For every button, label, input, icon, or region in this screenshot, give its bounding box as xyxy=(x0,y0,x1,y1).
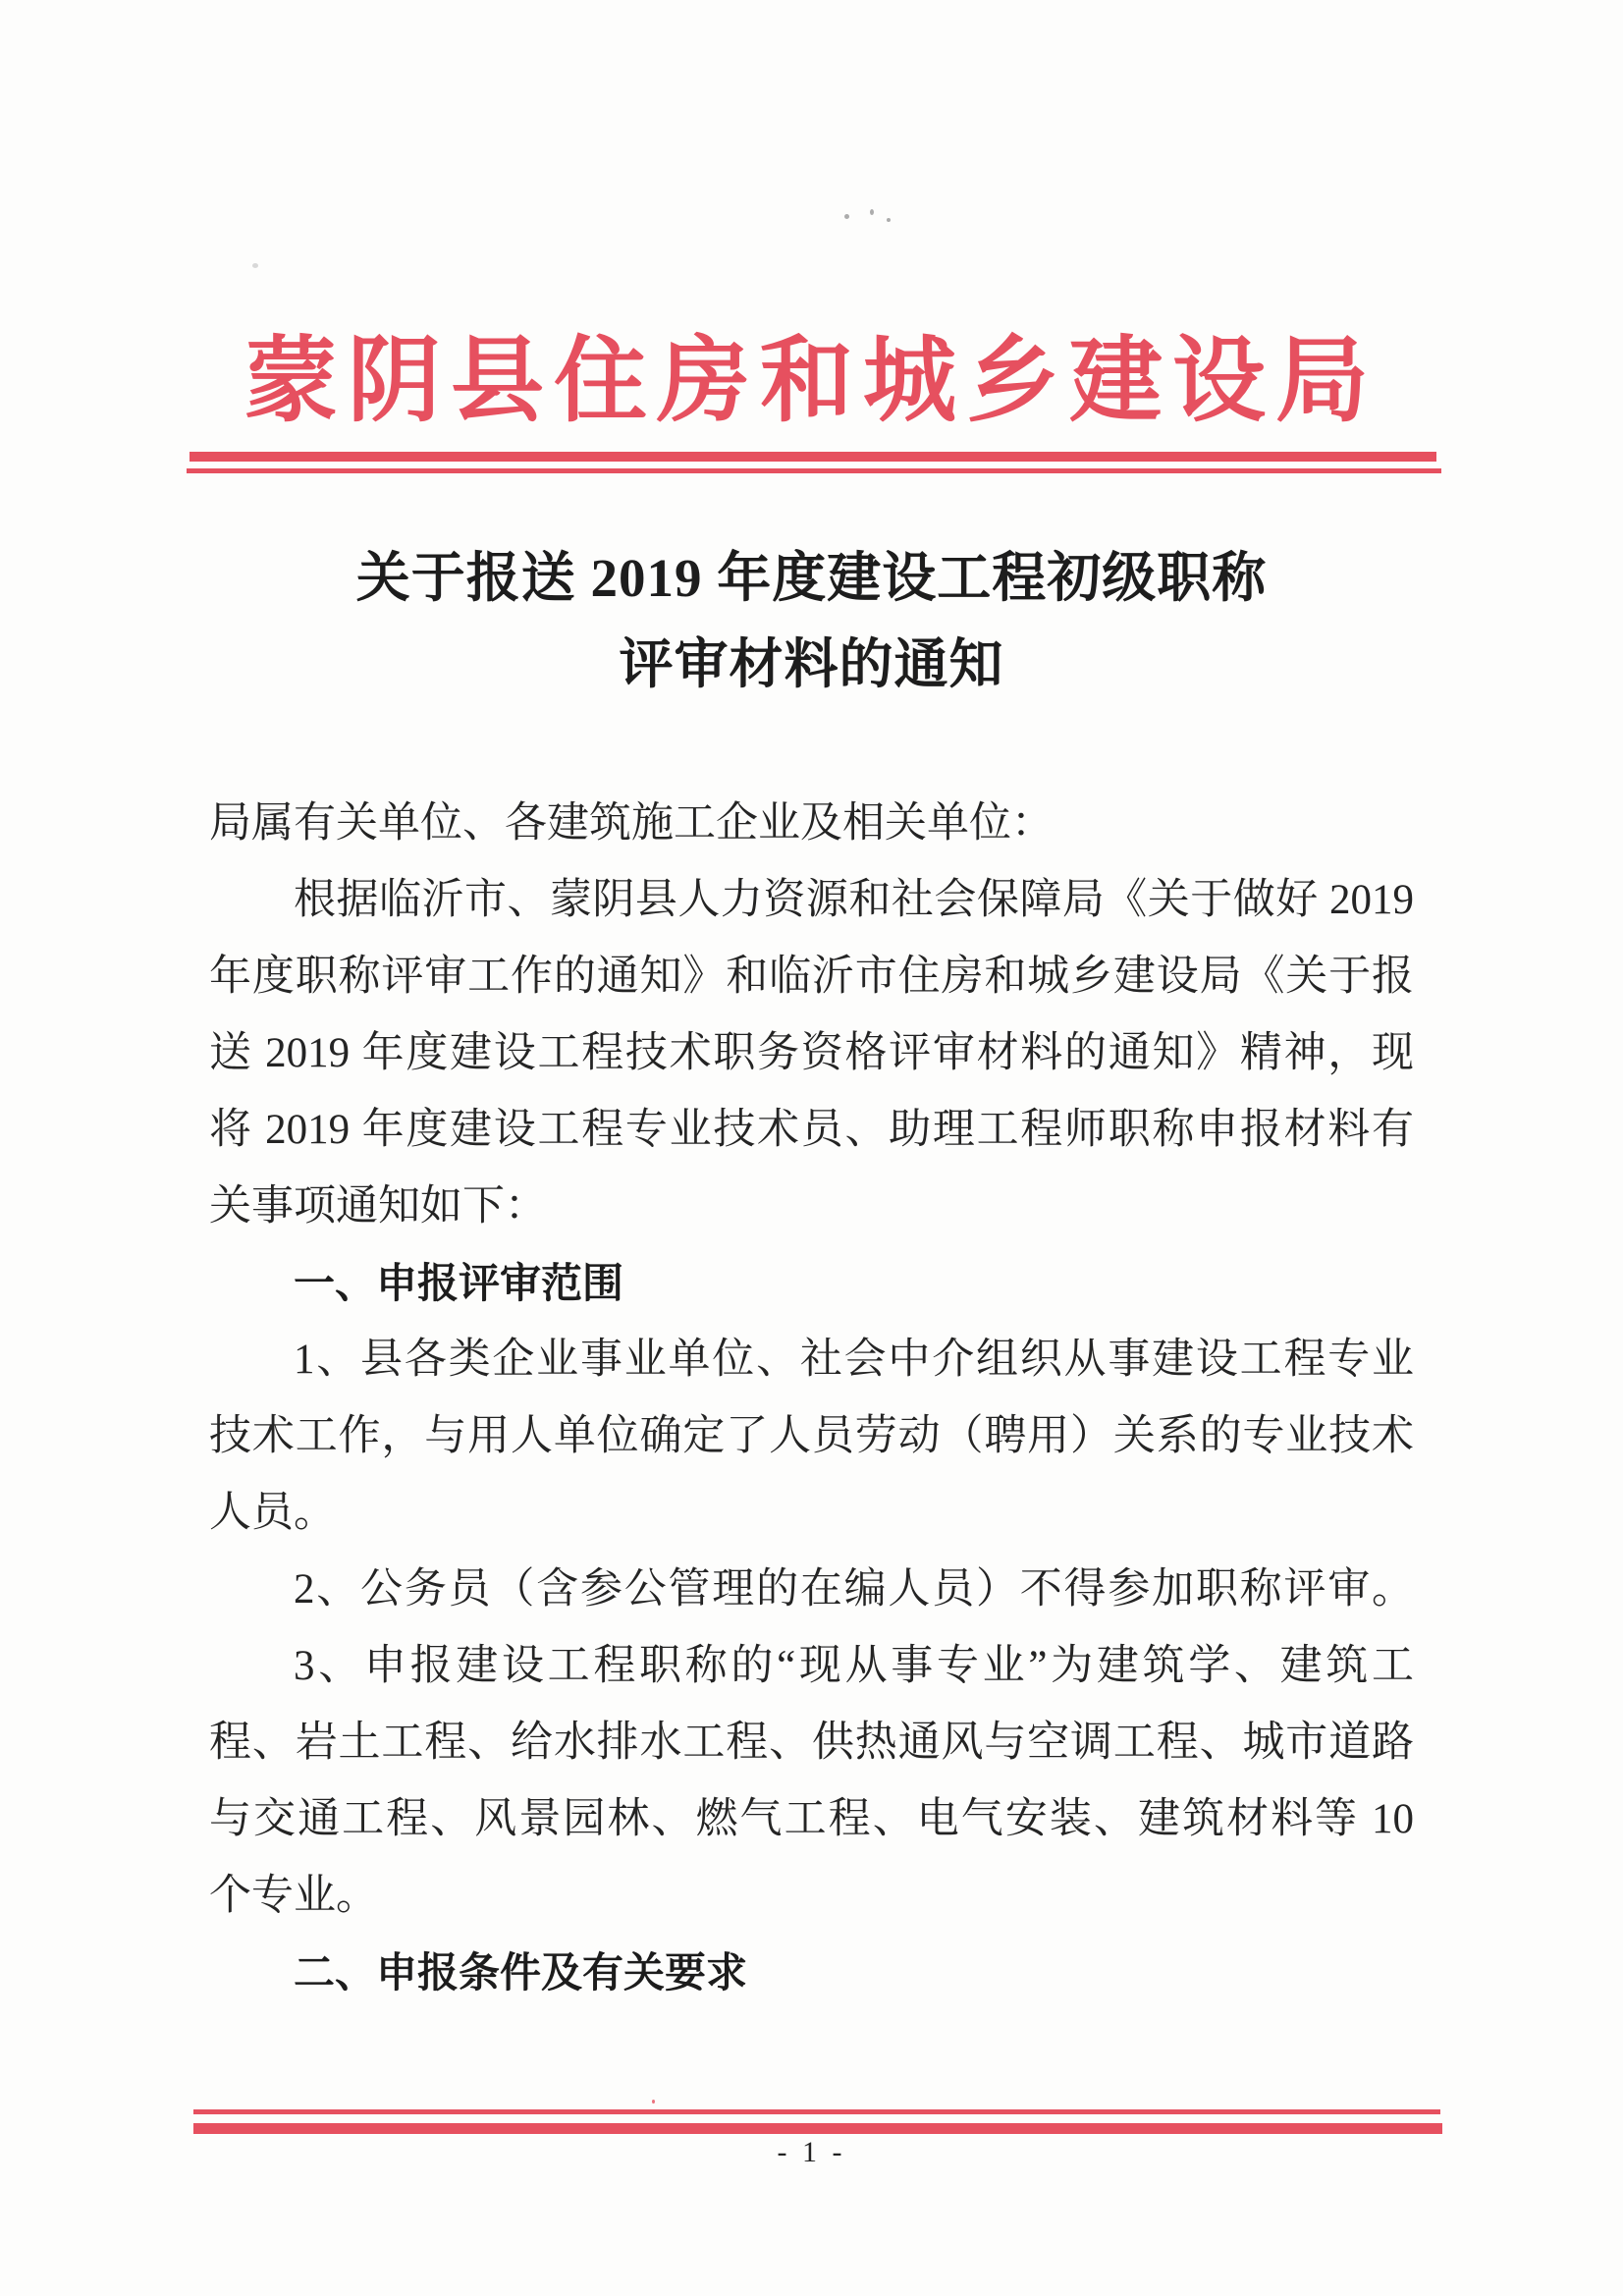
body-line: 技术工作，与用人单位确定了人员劳动（聘用）关系的专业技术 xyxy=(209,1413,1414,1459)
section-heading-1: 一、申报评审范围 xyxy=(294,1260,624,1306)
body-line: 1、县各类企业事业单位、社会中介组织从事建设工程专业 xyxy=(294,1337,1414,1383)
title-line-2: 评审材料的通知 xyxy=(619,634,1004,694)
body-line: 程、岩土工程、给水排水工程、供热通风与空调工程、城市道路 xyxy=(209,1720,1414,1766)
header-rule-thin xyxy=(187,468,1441,473)
page-number: - 1 - xyxy=(777,2136,846,2168)
scan-speck xyxy=(252,263,258,268)
body-line: 2、公务员（含参公管理的在编人员）不得参加职称评审。 xyxy=(294,1566,1414,1613)
body-line: 3、申报建设工程职称的“现从事专业”为建筑学、建筑工 xyxy=(294,1643,1414,1689)
body-line: 送 2019 年度建设工程技术职务资格评审材料的通知》精神，现 xyxy=(209,1030,1414,1076)
salutation: 局属有关单位、各建筑施工企业及相关单位： xyxy=(209,800,1054,847)
footer-rule-thin xyxy=(193,2109,1440,2114)
header-rule-thick xyxy=(189,452,1436,462)
agency-header: 蒙阴县住房和城乡建设局 xyxy=(243,329,1379,433)
body-line: 根据临沂市、蒙阴县人力资源和社会保障局《关于做好 2019 xyxy=(294,877,1414,923)
document-title xyxy=(0,535,1623,708)
body-line: 与交通工程、风景园林、燃气工程、电气安装、建筑材料等 10 xyxy=(209,1796,1414,1842)
scan-speck xyxy=(844,214,849,219)
document-body xyxy=(209,786,1414,2011)
section-heading-2: 二、申报条件及有关要求 xyxy=(294,1949,748,1995)
body-line: 个专业。 xyxy=(209,1873,378,1919)
title-line-1: 关于报送 2019 年度建设工程初级职称 xyxy=(355,548,1268,608)
scan-speck xyxy=(870,209,874,215)
body-line: 将 2019 年度建设工程专业技术员、助理工程师职称申报材料有 xyxy=(209,1107,1414,1153)
scan-speck xyxy=(652,2100,655,2104)
body-line: 关事项通知如下： xyxy=(209,1183,547,1230)
scan-speck xyxy=(887,218,891,222)
body-line: 人员。 xyxy=(209,1490,336,1536)
body-line: 年度职称评审工作的通知》和临沂市住房和城乡建设局《关于报 xyxy=(209,954,1414,1000)
